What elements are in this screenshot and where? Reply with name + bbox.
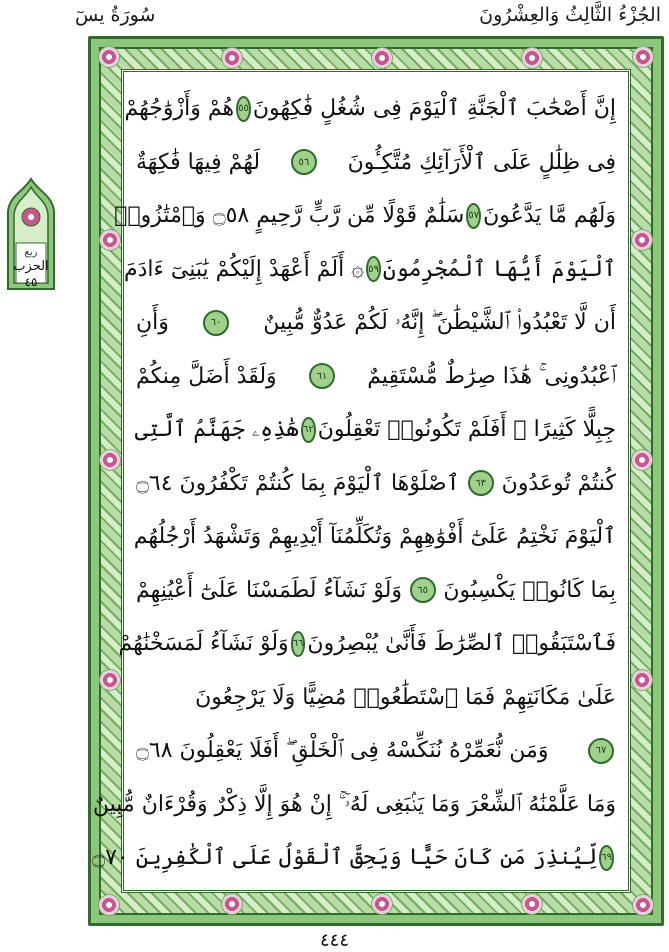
verse-text: إِنَّ أَصْحَٰبَ ٱلْجَنَّةِ ٱلْيَوْمَ فِى شُغُلٍ فَٰكِهُونَ — [252, 96, 616, 122]
verse-text: أَن لَّا تَعْبُدُوا۟ ٱلشَّيْطَٰنَ ۖ إِنَّهُۥ لَكُمْ عَدُوٌّ مُّبِينٌ — [263, 310, 616, 336]
verse-text: هُمْ وَأَزْوَٰجُهُمْ — [124, 96, 235, 122]
flower-ornament — [632, 46, 654, 68]
verse-lines — [92, 82, 616, 880]
flower-ornament — [521, 47, 543, 69]
verse-text: وَأَنِ — [136, 310, 169, 336]
verse-text: وَلَقَدْ أَضَلَّ مِنكُمْ — [136, 363, 277, 389]
verse-text: وَمَا عَلَّمْنَٰهُ ٱلشِّعْرَ وَمَا يَنۢبَغِى لَهُۥٓ ۚ إِنْ هُوَ إِلَّا ذِكْرٌ وَقُرْءَانٌ مُّبِينٌ — [92, 791, 616, 817]
hizb-badge — [2, 177, 60, 295]
verse-text: ۞ أَلَمْ أَعْهَدْ إِلَيْكُمْ يَٰبَنِىٓ ءَادَمَ — [124, 256, 365, 282]
verse-text: وَلَوْ نَشَآءُ لَطَمَسْنَا عَلَىٰٓ أَعْيُنِهِمْ — [136, 577, 402, 603]
verse-line — [133, 510, 616, 564]
verse-text: عَلَىٰ مَكَانَتِهِمْ فَمَا ٱسْتَطَٰعُوا۟ مُضِيًّا وَلَا يَرْجِعُونَ — [195, 684, 616, 710]
verse-text: جِبِلًّا كَثِيرًا ۖ أَفَلَمْ تَكُونُوا۟ تَعْقِلُونَ — [317, 417, 616, 443]
flower-ornament — [631, 669, 653, 691]
verse-text: وَلَوْ نَشَآءُ لَمَسَخْنَٰهُمْ — [118, 631, 289, 657]
verse-text: فِى ظِلَٰلٍ عَلَى ٱلْأَرَآئِكِ مُتَّكِـُٔونَ — [347, 149, 616, 175]
verse-line — [136, 403, 616, 457]
verse-text: ٱصْلَوْهَا ٱلْيَوْمَ بِمَا كُنتُمْ تَكْفُرُونَ ۝٦٤ — [136, 470, 460, 496]
ayah-number-marker: ٦١ — [309, 363, 335, 389]
verse-text: وَلَهُم مَّا يَدَّعُونَ — [483, 203, 616, 229]
hizb-quarter-label: ربع — [24, 247, 38, 258]
flower-ornament — [99, 669, 121, 691]
verse-text: لِّيُنذِرَ مَن كَانَ حَيًّا وَيَحِقَّ ٱلْقَوْلُ عَلَى ٱلْكَٰفِرِينَ ۝٧٠ — [92, 845, 598, 871]
page-frame — [88, 36, 664, 926]
ayah-number-marker: ٦٠ — [203, 310, 229, 336]
verse-text: بِمَا كَانُوا۟ يَكْسِبُونَ — [443, 577, 616, 603]
verse-line — [124, 82, 616, 136]
verse-line — [136, 350, 616, 404]
verse-text: سَلَٰمٌ قَوْلًا مِّن رَّبٍّ رَّحِيمٍ ۝٥٨ وَٱمْتَٰزُوا۟ — [114, 203, 465, 229]
verse-text: ٱلْيَوْمَ نَخْتِمُ عَلَىٰٓ أَفْوَٰهِهِمْ وَتُكَلِّمُنَآ أَيْدِيهِمْ وَتَشْهَدُ أَرْجُلُهُم — [133, 524, 616, 550]
verse-line — [114, 189, 616, 243]
verse-text: لَهُمْ فِيهَا فَٰكِهَةٌ — [136, 149, 261, 175]
verse-text: فَٱسْتَبَقُوا۟ ٱلصِّرَٰطَ فَأَنَّىٰ يُبْصِرُونَ — [307, 631, 616, 657]
flower-ornament — [98, 894, 120, 916]
ayah-number-marker: ٦٧ — [588, 738, 614, 764]
verse-line — [92, 778, 616, 832]
flower-ornament — [631, 449, 653, 471]
ayah-number-marker: ٦٦ — [291, 631, 306, 657]
flower-ornament — [99, 229, 121, 251]
verse-text: ٱلْيَوْمَ أَيُّهَا ٱلْمُجْرِمُونَ — [382, 256, 616, 282]
hizb-number: ٤٥ — [24, 275, 38, 289]
verse-line — [136, 136, 616, 190]
flower-ornament — [631, 229, 653, 251]
hizb-label: الحزب — [13, 259, 49, 274]
verse-line — [124, 243, 616, 297]
verse-line — [136, 564, 616, 618]
verse-line — [136, 724, 616, 778]
flower-ornament — [221, 893, 243, 915]
verse-line — [118, 617, 616, 671]
ayah-number-marker: ٦٣ — [468, 470, 494, 496]
ayah-number-marker: ٥٧ — [466, 203, 481, 229]
verse-line — [136, 671, 616, 725]
flower-ornament — [99, 449, 121, 471]
page-number: ٤٤٤ — [319, 930, 349, 951]
verse-line — [92, 831, 616, 885]
verse-text: ٱعْبُدُونِى ۚ هَٰذَا صِرَٰطٌ مُّسْتَقِيمٌ — [367, 363, 616, 389]
ayah-number-marker: ٦٥ — [410, 577, 436, 603]
juz-header: الجُزْءُ الثَّالِثُ وَالعِشْرُونَ — [479, 4, 661, 26]
verse-text: كُنتُمْ تُوعَدُونَ — [501, 470, 616, 496]
flower-ornament — [521, 893, 543, 915]
ayah-number-marker: ٥٩ — [366, 256, 381, 282]
ayah-number-marker: ٦٩ — [599, 845, 614, 871]
ayah-number-marker: ٥٥ — [236, 96, 251, 122]
verse-text: وَمَن نُّعَمِّرْهُ نُنَكِّسْهُ فِى ٱلْخَلْقِ ۖ أَفَلَا يَعْقِلُونَ ۝٦٨ — [136, 738, 549, 764]
surah-header: سُورَةُ يسٓ — [75, 4, 156, 26]
flower-ornament — [632, 894, 654, 916]
text-panel — [92, 69, 631, 893]
flower-ornament — [98, 46, 120, 68]
flower-ornament — [371, 47, 393, 69]
flower-ornament — [221, 47, 243, 69]
verse-line — [136, 457, 616, 511]
verse-text: هَٰذِهِۦ جَهَنَّمُ ٱلَّتِى — [134, 417, 299, 443]
flower-ornament — [371, 893, 393, 915]
verse-line — [136, 296, 616, 350]
ayah-number-marker: ٦٢ — [301, 417, 316, 443]
ayah-number-marker: ٥٦ — [291, 149, 317, 175]
